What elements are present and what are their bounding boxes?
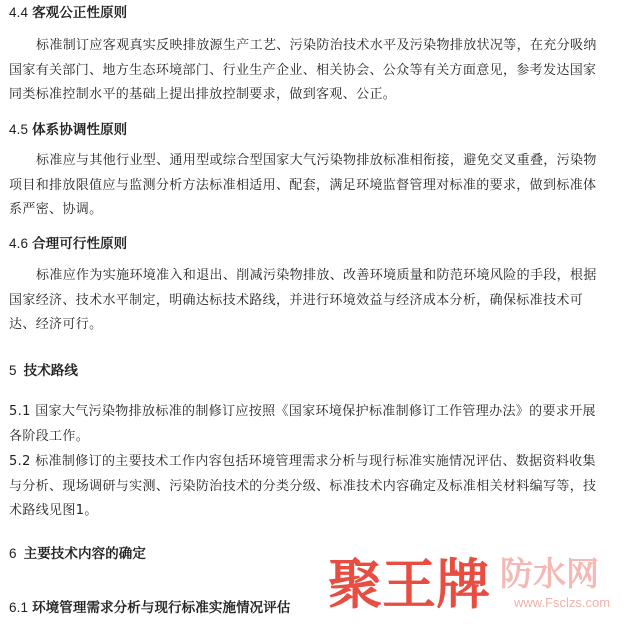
heading-number: 4.6 <box>9 236 29 251</box>
heading-4-5 <box>9 121 127 139</box>
paragraph-4-6 <box>9 264 635 338</box>
heading-title: 体系协调性原则 <box>32 122 128 138</box>
paragraph-line: 同类标准控制水平的基础上提出排放控制要求，做到客观、公正。 <box>9 87 397 103</box>
heading-title: 主要技术内容的确定 <box>23 546 147 562</box>
paragraph-5-2 <box>9 450 635 524</box>
paragraph-line: 与分析、现场调研与实测、污染防治技术的分类分级、标准技术内容确定及标准相关材料编写等，技 <box>9 478 597 494</box>
paragraph-line: 达、经济可行。 <box>9 317 103 333</box>
heading-number: 4.5 <box>9 122 29 137</box>
heading-5 <box>9 362 78 380</box>
paragraph-line: 5.1 国家大气污染物排放标准的制修订应按照《国家环境保护标准制修订工作管理办法》的要求开展 <box>9 404 596 419</box>
heading-title: 合理可行性原则 <box>32 236 128 252</box>
paragraph-4-5 <box>9 149 635 223</box>
heading-title: 技术路线 <box>23 363 79 379</box>
paragraph-line: 术路线见图1。 <box>9 503 98 519</box>
heading-number: 5 <box>9 363 17 378</box>
watermark-suffix: 防水网 <box>500 554 599 593</box>
paragraph-4-4 <box>9 34 635 108</box>
heading-6 <box>9 545 146 563</box>
heading-number: 4.4 <box>9 5 29 20</box>
watermark-url: www.Fsclzs.com <box>514 595 611 610</box>
heading-number: 6.1 <box>9 600 29 615</box>
paragraph-line: 标准应作为实施环境准入和退出、削减污染物排放、改善环境质量和防范环境风险的手段，根据 <box>36 268 597 283</box>
watermark-brand: 聚王牌 <box>328 553 490 613</box>
heading-4-6 <box>9 235 127 253</box>
paragraph-line: 国家经济、技术水平制定，明确达标技术路线，并进行环境效益与经济成本分析，确保标准技术可 <box>9 292 584 308</box>
watermark-logo <box>328 547 633 613</box>
heading-4-4 <box>9 4 127 22</box>
heading-number: 6 <box>9 546 17 561</box>
paragraph-line: 标准制订应客观真实反映排放源生产工艺、污染防治技术水平及污染物排放状况等，在充分吸纳 <box>36 38 597 53</box>
paragraph-line: 标准应与其他行业型、通用型或综合型国家大气污染物排放标准相衔接，避免交叉重叠，污染物 <box>36 153 597 168</box>
paragraph-line: 5.2 标准制修订的主要技术工作内容包括环境管理需求分析与现行标准实施情况评估、数据资料收集 <box>9 454 596 469</box>
paragraph-line: 各阶段工作。 <box>9 428 90 444</box>
heading-6-1 <box>9 599 290 617</box>
paragraph-line: 系严密、协调。 <box>9 202 103 218</box>
paragraph-line: 项目和排放限值应与监测分析方法标准相适用、配套，满足环境监督管理对标准的要求，做到标准体 <box>9 177 597 193</box>
paragraph-line: 国家有关部门、地方生态环境部门、行业生产企业、相关协会、公众等有关方面意见，参考发达国家 <box>9 62 597 78</box>
paragraph-5-1 <box>9 400 635 449</box>
heading-title: 客观公正性原则 <box>32 5 128 21</box>
heading-title: 环境管理需求分析与现行标准实施情况评估 <box>32 600 291 616</box>
